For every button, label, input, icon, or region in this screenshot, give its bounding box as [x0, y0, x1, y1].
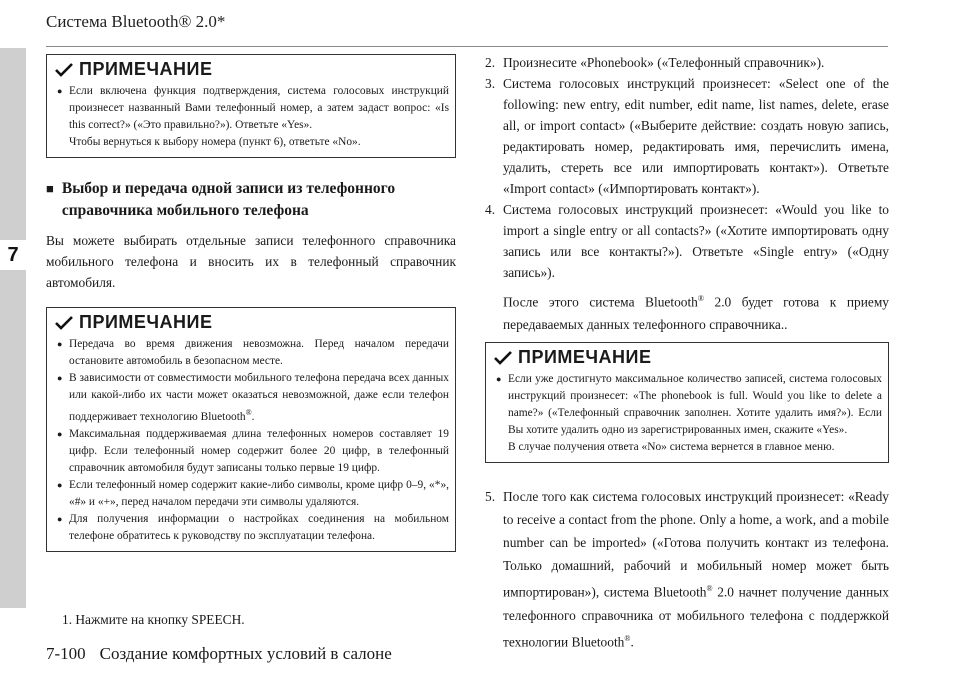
side-strip [0, 48, 26, 608]
note-extra: Чтобы вернуться к выбору номера (пункт 6), ответьте «No». [69, 136, 361, 148]
bullet-icon: ● [57, 373, 63, 383]
page-header-title: Система Bluetooth® 2.0* [46, 12, 226, 31]
bullet-icon: ● [57, 428, 63, 439]
step-1: 1. Нажмите на кнопку SPEECH. [62, 612, 245, 627]
checkmark-icon [55, 316, 73, 330]
chapter-tab: 7 [0, 240, 26, 270]
footer-title: Создание комфортных условий в салоне [99, 644, 392, 663]
bullet-icon: ● [57, 86, 63, 96]
note-item: ● Для получения информации о настройках соединения на мобильном телефоне обратитесь к руководству по эксплуатации телефона. [57, 512, 449, 542]
bullet-icon: ● [57, 479, 63, 490]
note-box-confirmation [46, 54, 456, 158]
note-box-phonebook-full [485, 342, 889, 463]
note-label: ПРИМЕЧАНИЕ [79, 312, 213, 332]
note-item: ● Если уже достигнуто максимальное количество записей, система голосовых инструкций произнесет: «The phonebook is full. Would you like to delete a name?» («Телефонный справочник заполнен. Хотите удалить имя?»). Если Вы хотите удалить одно из зарегистрированных имен, скажите «Yes». [496, 373, 882, 437]
note-item: ● Передача во время движения невозможна. Перед началом передачи остановите автомобиль в безопасном месте. [57, 338, 449, 367]
bullet-icon: ● [496, 374, 502, 385]
note-header [55, 312, 449, 333]
step-4-extra: После этого система Bluetooth® 2.0 будет готова к приему передаваемых данных телефонного справочника.. [503, 294, 889, 333]
step-2: 2. Произнесите «Phonebook» («Телефонный справочник»). [485, 55, 825, 70]
step-3: 3. Система голосовых инструкций произнесет: «Select one of the following: new entry, edit number, edit name, list names, delete, erase all, or import contact» («Выберите действие: создать новую запись, редактировать номер, редактировать имя, перечислить имена, удалить, стереть все или импортировать контакт»). Ответьте «Import contact» («Импортировать контакт»). [485, 76, 889, 196]
header-divider [46, 46, 888, 47]
note-box-transfer [46, 307, 456, 552]
square-bullet-icon: ■ [46, 181, 54, 196]
checkmark-icon [494, 351, 512, 365]
note-item: ● Максимальная поддерживаемая длина телефонных номеров составляет 19 цифр. Если телефонный номер содержит более 20 цифр, в телефонный справочник автомобиля будут записаны только первые 19 цифр. [57, 427, 449, 474]
note-item: ● Если включена функция подтверждения, система голосовых инструкций произнесет названный Вами телефонный номер, а затем задаст вопрос: «Is this correct?» («Это правильно?»). Ответьте «Yes». [57, 85, 449, 131]
step-5: 5. После того как система голосовых инструкций произнесет: «Ready to receive a contact from the phone. Only a home, a work, and a mobile number can be imported» («Готова получить контакт из телефона. Только домашний, рабочий и мобильный номер может быть импортирован»), система Bluetooth® 2.0 начнет получение данных телефонного справочника от мобильного телефона с поддержкой технологии Bluetooth®. [485, 489, 890, 650]
page-number: 7-100 [46, 644, 86, 663]
bullet-icon: ● [57, 339, 63, 349]
note-header [55, 59, 449, 80]
note-extra: В случае получения ответа «No» система вернется в главное меню. [508, 441, 835, 454]
step-4: 4. Система голосовых инструкций произнесет: «Would you like to import a single entry or all contacts?» («Хотите импортировать одну запись или все контакты?»). Ответьте «Single entry» («Одну запись»). [485, 202, 889, 280]
note-item: ● В зависимости от совместимости мобильного телефона передача всех данных или какой-либо их части может оказаться невозможной, даже если телефон поддерживает технологию Bluetooth®. [57, 372, 449, 423]
right-column [485, 52, 889, 653]
page-footer [46, 644, 392, 664]
note-label: ПРИМЕЧАНИЕ [79, 59, 213, 79]
note-label: ПРИМЕЧАНИЕ [518, 347, 652, 368]
left-column [46, 54, 456, 552]
note-item: ● Если телефонный номер содержит какие-либо символы, кроме цифр 0–9, «*», «#» и «+», перед началом передачи эти символы удаляются. [57, 478, 449, 508]
checkmark-icon [55, 63, 73, 77]
section-body: Вы можете выбирать отдельные записи телефонного справочника мобильного телефона и вносить их в телефонный справочник автомобиля. [46, 233, 456, 290]
section-heading: ■ Выбор и передача одной записи из телефонного справочника мобильного телефона [46, 178, 456, 222]
note-header [494, 347, 882, 368]
bullet-icon: ● [57, 513, 63, 524]
